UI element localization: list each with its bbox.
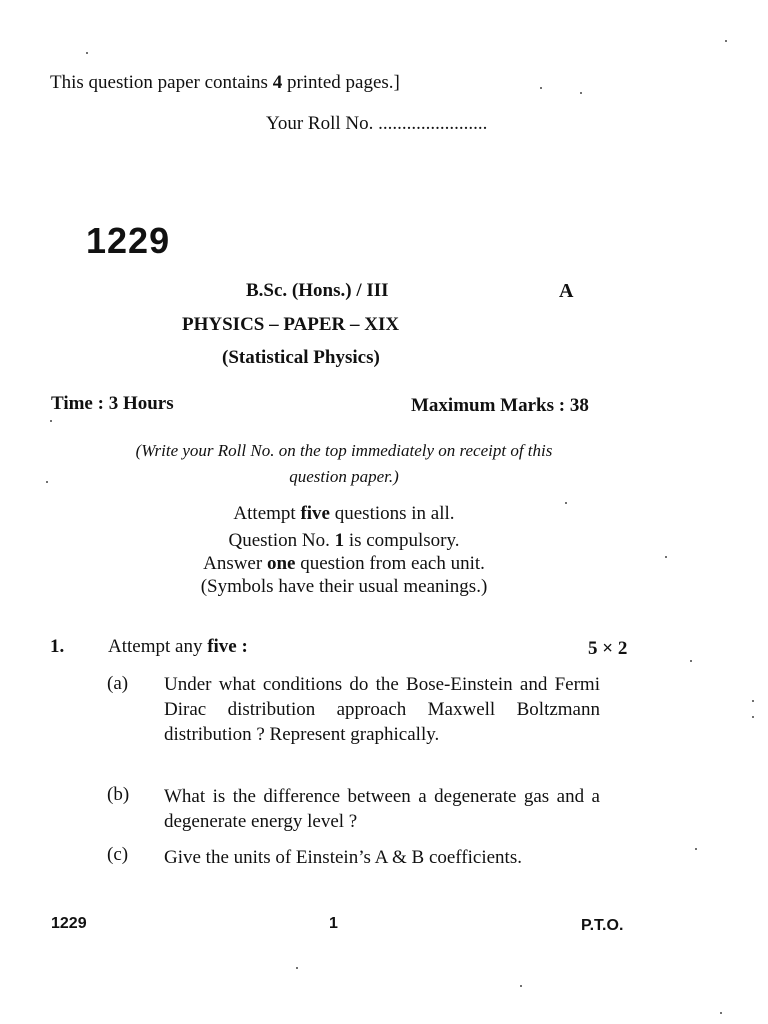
scan-speck: [752, 716, 754, 718]
question-marks: 5 × 2: [588, 638, 628, 659]
scan-speck: [565, 502, 567, 504]
maximum-marks: Maximum Marks : 38: [411, 395, 589, 416]
instruction-attempt: [40, 503, 648, 525]
part-c-text: Give the units of Einstein’s A & B coefficients.: [164, 847, 522, 868]
time-allowed: Time : 3 Hours: [51, 393, 174, 414]
roll-no-field: Your Roll No. .......................: [266, 113, 488, 134]
instruction-compulsory-bold: 1: [334, 530, 345, 551]
instruction-symbols: (Symbols have their usual meanings.): [200, 576, 488, 597]
scan-speck: [695, 848, 697, 850]
pages-note-suffix: printed pages.]: [282, 72, 400, 93]
scan-speck: [752, 700, 754, 702]
question-stem: [108, 636, 248, 658]
part-b-label: (b): [107, 784, 130, 805]
scan-speck: [665, 556, 667, 558]
roll-no-note-line2: question paper.): [289, 467, 399, 486]
instruction-unit: [40, 553, 648, 575]
scan-speck: [296, 967, 298, 969]
question-stem-pre: Attempt any: [108, 636, 208, 657]
footer-page-number: 1: [329, 915, 338, 932]
question-number: 1.: [50, 636, 65, 657]
paper-code: 1229: [86, 220, 171, 261]
scan-speck: [520, 985, 522, 987]
course-topic: (Statistical Physics): [222, 347, 380, 368]
instruction-attempt-post: questions in all.: [330, 503, 455, 524]
instruction-unit-bold: one: [266, 553, 296, 574]
footer-paper-code: 1229: [51, 915, 87, 932]
scan-speck: [50, 420, 52, 422]
set-code: A: [559, 280, 574, 302]
part-a-text: Under what conditions do the Bose-Einstein and Fermi Dirac distribution approach Maxwell Boltzmann distribution ? Represent graphically.: [164, 674, 600, 745]
instruction-compulsory-pre: Question No.: [228, 530, 335, 551]
part-a-label: (a): [107, 673, 129, 694]
course-subject: PHYSICS – PAPER – XIX: [182, 314, 400, 335]
part-c-label: (c): [107, 844, 129, 865]
scan-speck: [86, 52, 88, 54]
scan-speck: [725, 40, 727, 42]
roll-no-note-line1: (Write your Roll No. on the top immediately on receipt of this: [135, 441, 553, 460]
scan-speck: [690, 660, 692, 662]
scan-speck: [540, 87, 542, 89]
footer-pto: P.T.O.: [581, 917, 624, 934]
instruction-unit-pre: Answer: [203, 553, 267, 574]
scan-speck: [720, 1012, 722, 1014]
instruction-attempt-bold: five: [300, 503, 330, 524]
part-b-text: What is the difference between a degenerate gas and a degenerate energy level ?: [164, 786, 600, 832]
instruction-compulsory-post: is compulsory.: [344, 530, 460, 551]
course-degree: B.Sc. (Hons.) / III: [246, 280, 389, 301]
question-stem-bold: five :: [207, 636, 248, 657]
instruction-unit-post: question from each unit.: [295, 553, 485, 574]
instruction-attempt-pre: Attempt: [233, 503, 301, 524]
instruction-compulsory: [40, 530, 648, 552]
pages-note: [50, 72, 400, 94]
scan-speck: [580, 92, 582, 94]
scan-speck: [46, 481, 48, 483]
pages-count: 4: [272, 72, 283, 93]
pages-note-prefix: This question paper contains: [50, 72, 273, 93]
